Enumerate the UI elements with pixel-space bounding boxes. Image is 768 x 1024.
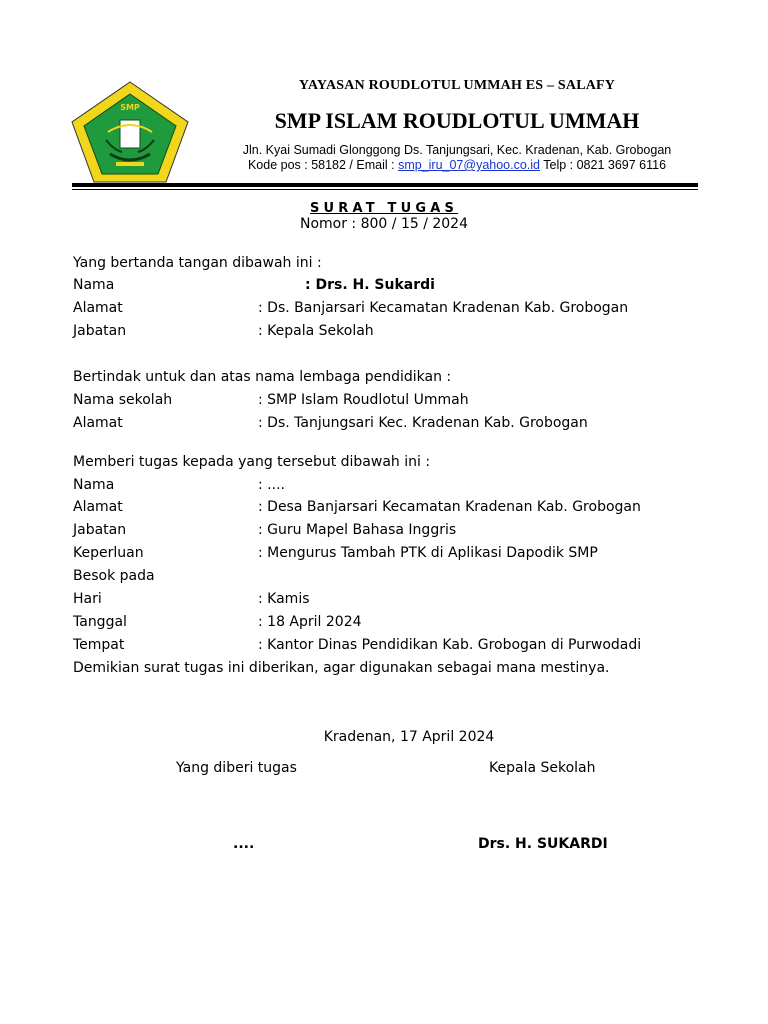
- schedule-date-value: : 18 April 2024: [258, 614, 362, 630]
- institution-address-value: : Ds. Tanjungsari Kec. Kradenan Kab. Grobogan: [258, 415, 588, 431]
- letterhead-divider-thin: [72, 189, 698, 190]
- place-date: Kradenan, 17 April 2024: [323, 729, 495, 745]
- school-name: SMP ISLAM ROUDLOTUL UMMAH: [274, 108, 640, 133]
- signer-intro: Yang bertanda tangan dibawah ini :: [73, 255, 322, 271]
- schedule-date-label: Tanggal: [73, 614, 127, 630]
- institution-name-value: : SMP Islam Roudlotul Ummah: [258, 392, 469, 408]
- letterhead-divider: [72, 183, 698, 187]
- email-link[interactable]: smp_iru_07@yahoo.co.id: [398, 158, 540, 172]
- assignee-purpose-label: Keperluan: [73, 545, 144, 561]
- letter-number: Nomor : 800 / 15 / 2024: [299, 216, 468, 232]
- foundation-name: YAYASAN ROUDLOTUL UMMAH ES – SALAFY: [298, 78, 616, 93]
- signer-address-label: Alamat: [73, 300, 123, 316]
- principal-signature-name: Drs. H. SUKARDI: [478, 836, 608, 852]
- assignee-purpose-value: : Mengurus Tambah PTK di Aplikasi Dapodik SMP: [258, 545, 598, 561]
- schedule-intro: Besok pada: [73, 568, 155, 584]
- assignee-position-value: : Guru Mapel Bahasa Inggris: [258, 522, 457, 538]
- institution-name-label: Nama sekolah: [73, 392, 173, 408]
- assignee-position-label: Jabatan: [73, 522, 127, 538]
- postal-code: Kode pos : 58182 / Email :: [247, 158, 395, 172]
- assignee-name-value: : ....: [258, 477, 285, 493]
- letter-title: SURAT TUGAS: [309, 201, 459, 216]
- logo-text: SMP: [120, 103, 140, 112]
- signer-address-value: : Ds. Banjarsari Kecamatan Kradenan Kab. Grobogan: [258, 300, 629, 316]
- school-address: Jln. Kyai Sumadi Glonggong Ds. Tanjungsari, Kec. Kradenan, Kab. Grobogan: [242, 143, 672, 157]
- signer-position-label: Jabatan: [73, 323, 127, 339]
- school-logo-icon: [70, 80, 190, 184]
- assignee-address-value: : Desa Banjarsari Kecamatan Kradenan Kab. Grobogan: [258, 499, 641, 515]
- phone-number: Telp : 0821 3697 6116: [543, 158, 667, 172]
- institution-address-label: Alamat: [73, 415, 123, 431]
- schedule-day-value: : Kamis: [258, 591, 310, 607]
- assignee-name-label: Nama: [73, 477, 115, 493]
- signer-position-value: : Kepala Sekolah: [258, 323, 374, 339]
- signer-name-value: : Drs. H. Sukardi: [305, 277, 435, 293]
- institution-intro: Bertindak untuk dan atas nama lembaga pendidikan :: [73, 369, 452, 385]
- signer-name-label: Nama: [73, 277, 115, 293]
- assignee-intro: Memberi tugas kepada yang tersebut dibawah ini :: [73, 454, 431, 470]
- closing-sentence: Demikian surat tugas ini diberikan, agar digunakan sebagai mana mestinya.: [73, 660, 610, 676]
- contact-line: [210, 158, 704, 172]
- schedule-day-label: Hari: [73, 591, 102, 607]
- schedule-place-value: : Kantor Dinas Pendidikan Kab. Grobogan di Purwodadi: [258, 637, 642, 653]
- schedule-place-label: Tempat: [73, 637, 125, 653]
- assignee-signature-name: ....: [233, 836, 255, 852]
- principal-signature-title: Kepala Sekolah: [489, 760, 596, 776]
- assignee-address-label: Alamat: [73, 499, 123, 515]
- assignee-signature-title: Yang diberi tugas: [176, 760, 297, 776]
